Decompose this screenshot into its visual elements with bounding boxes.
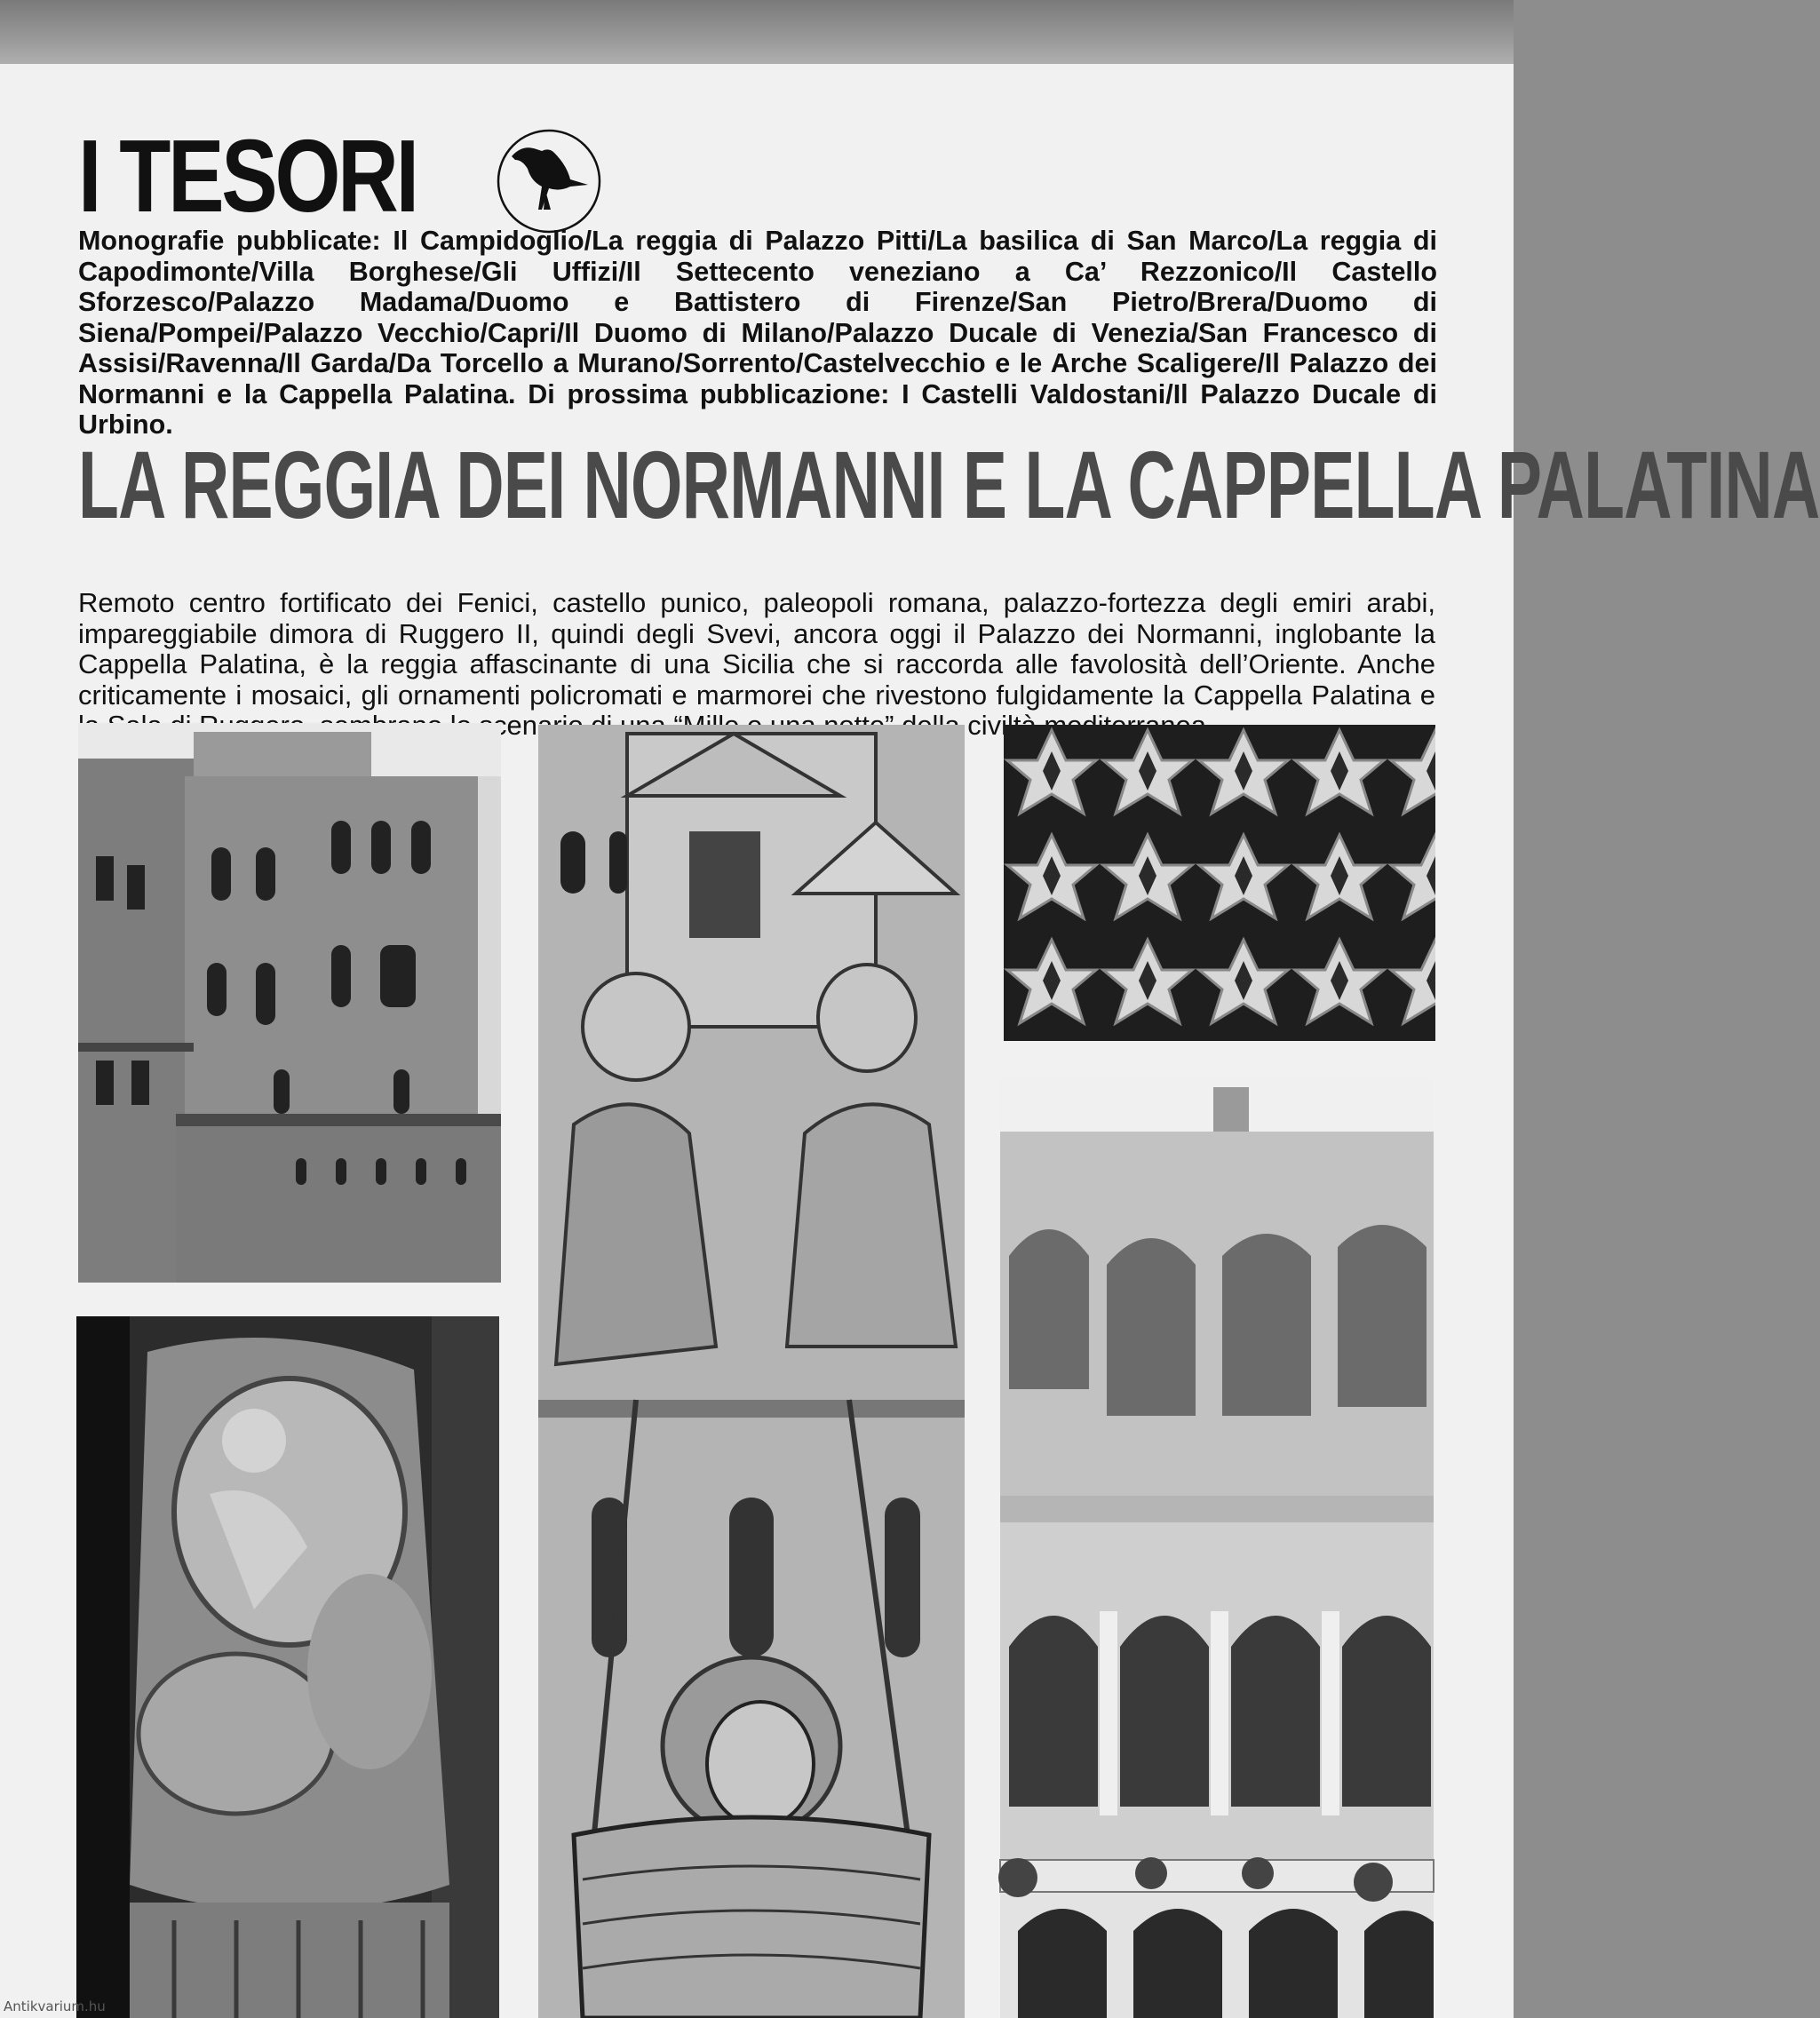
geometric-star-pattern-photo	[1004, 725, 1435, 1041]
mosaic-basket-photo	[538, 725, 965, 2018]
series-title: I TESORI	[78, 118, 417, 234]
headline-text: LA REGGIA DEI NORMANNI E LA CAPPELLA PALATINA	[78, 431, 1820, 538]
palace-facade-photo	[78, 723, 501, 1283]
magazine-page	[0, 64, 1820, 2018]
background-top-strip	[0, 0, 1514, 69]
intro-paragraph: Remoto centro fortificato dei Fenici, castello punico, paleopoli romana, palazzo-fortezza degli emiri arabi, impareggiabile dimora di Ruggero II, quindi degli Svevi, ancora oggi il Palazzo dei Normanni, inglobante la Cappella Palatina, è la reggia affascinante di una Sicilia che si raccorda alle favolosità dell’Oriente. Anche criticamente i mosaici, gli ornamenti policromati e marmorei che rivestono fulgidamente la Cappella Palatina e scenario civiltà	[78, 587, 1435, 742]
page-headline	[78, 431, 1820, 611]
carved-capital-photo	[76, 1316, 499, 2018]
published-monographs-list: Monografie pubblicate: Il Campidoglio/La reggia di Palazzo Pitti/La basilica di San Marco/La reggia di Capodimonte/Villa Borghese/Gli Uffizi/Il Settecento veneziano a Ca’ Rezzonico/Il Castello Sforzesco/Palazzo Madama/Duomo e Battistero di Firenze/San Pietro/Brera/Duomo di Siena/Pompei/Palazzo Vecchio/Capri/Il Duomo di Milano/Palazzo Ducale di Venezia/San Francesco di Assisi/Ravenna/Il Garda/Da Torcello a Murano/Sorrento/Castelvecchio e le Arche Scaligere/Il Palazzo dei Normanni e la Cappella Palatina. Di prossima pubblicazione: I Castelli Valdostani/Il Palazzo Ducale di Urbino.	[78, 226, 1437, 440]
bird-in-circle-icon	[496, 128, 602, 234]
watermark: Antikvarium.hu	[4, 1998, 106, 2014]
arcaded-courtyard-photo	[1000, 1078, 1434, 2018]
